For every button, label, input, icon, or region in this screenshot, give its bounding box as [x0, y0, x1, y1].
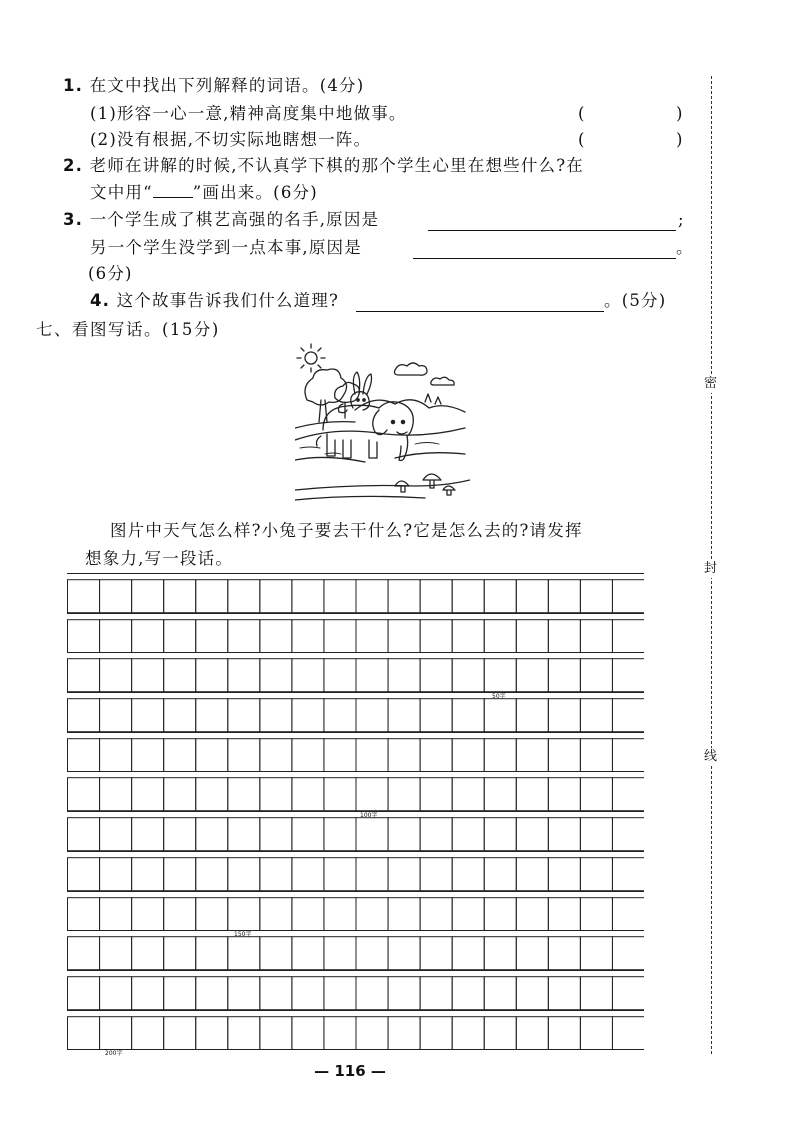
- grid-cell[interactable]: [356, 778, 388, 811]
- grid-cell[interactable]: [228, 937, 260, 970]
- grid-cell[interactable]: [516, 977, 548, 1010]
- grid-cell[interactable]: [420, 1016, 452, 1049]
- grid-cell[interactable]: [356, 738, 388, 771]
- grid-row-cells: [67, 811, 644, 851]
- grid-cell[interactable]: [548, 818, 580, 851]
- grid-cell[interactable]: [356, 619, 388, 652]
- grid-cell[interactable]: [516, 897, 548, 930]
- grid-cell[interactable]: [388, 937, 420, 970]
- grid-cell[interactable]: [388, 619, 420, 652]
- section-7-title: 七、看图写话。(15分): [36, 320, 220, 339]
- grid-cell[interactable]: [228, 977, 260, 1010]
- grid-cell[interactable]: [324, 659, 356, 692]
- grid-cell[interactable]: [196, 738, 228, 771]
- grid-cell[interactable]: [420, 699, 452, 732]
- grid-cell[interactable]: [260, 619, 292, 652]
- grid-cell[interactable]: [548, 778, 580, 811]
- grid-row: [67, 732, 644, 772]
- grid-row-cells: [67, 573, 644, 613]
- grid-row: [67, 930, 644, 970]
- grid-cell[interactable]: [484, 858, 516, 891]
- grid-cell[interactable]: [452, 738, 484, 771]
- question-number: 2.: [63, 156, 84, 175]
- grid-cell[interactable]: [68, 580, 100, 613]
- grid-cell[interactable]: [132, 580, 164, 613]
- grid-cell[interactable]: [324, 1016, 356, 1049]
- grid-cell[interactable]: [356, 858, 388, 891]
- grid-cell[interactable]: [484, 937, 516, 970]
- grid-row-cells: [67, 891, 644, 931]
- question-number: 1.: [63, 76, 84, 95]
- grid-cell[interactable]: [196, 858, 228, 891]
- grid-cell[interactable]: [612, 1016, 644, 1049]
- grid-cell[interactable]: [420, 738, 452, 771]
- grid-cell[interactable]: [548, 580, 580, 613]
- grid-cell[interactable]: [324, 778, 356, 811]
- grid-cell[interactable]: [324, 738, 356, 771]
- grid-cell[interactable]: [260, 699, 292, 732]
- grid-row-cells: [67, 1010, 644, 1050]
- grid-row: [67, 652, 644, 692]
- question-text: 一个学生成了棋艺高强的名手,原因是: [89, 210, 380, 229]
- grid-cell[interactable]: [228, 1016, 260, 1049]
- grid-cell[interactable]: [548, 897, 580, 930]
- grid-cell[interactable]: [164, 659, 196, 692]
- cloud-icon: [431, 377, 454, 385]
- grid-cell[interactable]: [516, 699, 548, 732]
- grid-cell[interactable]: [388, 818, 420, 851]
- grid-cell[interactable]: [260, 778, 292, 811]
- grid-cell[interactable]: [68, 897, 100, 930]
- question-2: [63, 154, 584, 178]
- grid-cell[interactable]: [100, 699, 132, 732]
- answer-blank[interactable]: [428, 214, 676, 231]
- grid-cell[interactable]: [164, 1016, 196, 1049]
- section-7-prompt-line-2: 想象力,写一段话。: [85, 549, 234, 568]
- grid-cell[interactable]: [548, 738, 580, 771]
- grid-cell[interactable]: [68, 818, 100, 851]
- grid-cell[interactable]: [196, 897, 228, 930]
- answer-paren-close: ): [676, 130, 683, 149]
- grid-cell[interactable]: [452, 977, 484, 1010]
- grid-cell[interactable]: [484, 738, 516, 771]
- grid-cell[interactable]: [324, 818, 356, 851]
- grid-cell[interactable]: [292, 619, 324, 652]
- question-1-sub-2: (2)没有根据,不切实际地瞎想一阵。: [90, 130, 372, 149]
- grid-row-cells: [67, 613, 644, 653]
- grid-cell[interactable]: [388, 858, 420, 891]
- grid-cell[interactable]: [420, 818, 452, 851]
- grid-cell[interactable]: [260, 858, 292, 891]
- question-text: ”画出来。(6分): [192, 183, 318, 202]
- grid-cell[interactable]: [132, 937, 164, 970]
- grid-cell[interactable]: [260, 1016, 292, 1049]
- grid-cell[interactable]: [164, 897, 196, 930]
- grid-cell[interactable]: [356, 897, 388, 930]
- question-1: [63, 74, 364, 98]
- sun-icon: [297, 344, 325, 372]
- grid-cell[interactable]: [196, 818, 228, 851]
- grid-cell[interactable]: [484, 778, 516, 811]
- grid-cell[interactable]: [452, 580, 484, 613]
- grid-cell[interactable]: [196, 619, 228, 652]
- grid-cell[interactable]: [228, 580, 260, 613]
- answer-blank[interactable]: [356, 295, 604, 312]
- grid-cell[interactable]: [388, 977, 420, 1010]
- grid-cell[interactable]: [612, 937, 644, 970]
- grid-cell[interactable]: [548, 699, 580, 732]
- grid-cell[interactable]: [324, 858, 356, 891]
- question-text: 老师在讲解的时候,不认真学下棋的那个学生心里在想些什么?在: [89, 156, 585, 175]
- grid-cell[interactable]: [420, 778, 452, 811]
- grid-cell[interactable]: [196, 778, 228, 811]
- grid-cell[interactable]: [100, 738, 132, 771]
- grid-row: [67, 692, 644, 732]
- grid-cell[interactable]: [484, 977, 516, 1010]
- question-number: 3.: [63, 210, 84, 229]
- grid-cell[interactable]: [68, 858, 100, 891]
- grid-cell[interactable]: [580, 818, 612, 851]
- grid-cell[interactable]: [260, 937, 292, 970]
- grid-cell[interactable]: [612, 818, 644, 851]
- grid-cell[interactable]: [388, 1016, 420, 1049]
- grid-cell[interactable]: [292, 937, 324, 970]
- grid-cell[interactable]: [164, 818, 196, 851]
- grid-cell[interactable]: [260, 738, 292, 771]
- grid-cell[interactable]: [452, 778, 484, 811]
- grid-cell[interactable]: [452, 659, 484, 692]
- grid-row: [67, 811, 644, 851]
- grid-cell[interactable]: [68, 699, 100, 732]
- char-count-mark: 200字: [105, 1050, 123, 1058]
- grid-cell[interactable]: [100, 897, 132, 930]
- grid-cell[interactable]: [196, 977, 228, 1010]
- illustration-rabbit-on-elephant: [295, 340, 470, 512]
- answer-paren-close: ): [676, 104, 683, 123]
- grid-cell[interactable]: [132, 858, 164, 891]
- grid-cell[interactable]: [548, 1016, 580, 1049]
- grid-cell[interactable]: [516, 937, 548, 970]
- grid-cell[interactable]: [388, 659, 420, 692]
- grid-cell[interactable]: [580, 580, 612, 613]
- grid-cell[interactable]: [292, 659, 324, 692]
- grid-cell[interactable]: [132, 977, 164, 1010]
- grid-cell[interactable]: [228, 738, 260, 771]
- grid-row-cells: [67, 771, 644, 811]
- grid-row: [67, 613, 644, 653]
- grid-cell[interactable]: [68, 937, 100, 970]
- grid-cell[interactable]: [516, 858, 548, 891]
- grid-cell[interactable]: [356, 977, 388, 1010]
- grid-cell[interactable]: [68, 659, 100, 692]
- grid-cell[interactable]: [292, 580, 324, 613]
- grid-cell[interactable]: [100, 580, 132, 613]
- grid-cell[interactable]: [356, 818, 388, 851]
- grid-cell[interactable]: [612, 619, 644, 652]
- grid-cell[interactable]: [132, 699, 164, 732]
- binding-char-mi: 密: [704, 376, 718, 391]
- grid-cell[interactable]: [484, 1016, 516, 1049]
- grid-cell[interactable]: [324, 897, 356, 930]
- grid-row-cells: [67, 970, 644, 1010]
- grid-cell[interactable]: [452, 858, 484, 891]
- char-count-mark: 150字: [234, 931, 252, 939]
- char-count-mark: 100字: [360, 812, 378, 820]
- grid-cell[interactable]: [356, 937, 388, 970]
- grid-cell[interactable]: [484, 897, 516, 930]
- grid-cell[interactable]: [580, 937, 612, 970]
- question-1-sub-1: (1)形容一心一意,精神高度集中地做事。: [90, 104, 407, 123]
- grid-cell[interactable]: [164, 778, 196, 811]
- tree-icon: [305, 369, 347, 422]
- grid-cell[interactable]: [516, 1016, 548, 1049]
- question-3-score: (6分): [88, 264, 133, 283]
- grid-row-cells: [67, 732, 644, 772]
- grid-cell[interactable]: [356, 580, 388, 613]
- grid-cell[interactable]: [132, 897, 164, 930]
- grid-cell[interactable]: [228, 778, 260, 811]
- grid-cell[interactable]: [260, 977, 292, 1010]
- grid-cell[interactable]: [420, 858, 452, 891]
- grid-cell[interactable]: [68, 1016, 100, 1049]
- grid-cell[interactable]: [228, 897, 260, 930]
- grid-cell[interactable]: [580, 738, 612, 771]
- grid-cell[interactable]: [580, 897, 612, 930]
- grid-cell[interactable]: [356, 1016, 388, 1049]
- grid-cell[interactable]: [228, 619, 260, 652]
- grid-cell[interactable]: [484, 818, 516, 851]
- question-3-semicolon: ;: [678, 210, 685, 229]
- grid-cell[interactable]: [292, 778, 324, 811]
- grid-cell[interactable]: [388, 778, 420, 811]
- grid-cell[interactable]: [548, 659, 580, 692]
- grid-cell[interactable]: [420, 619, 452, 652]
- grid-cell[interactable]: [388, 580, 420, 613]
- grid-cell[interactable]: [420, 897, 452, 930]
- grid-row: [67, 771, 644, 811]
- grid-cell[interactable]: [132, 1016, 164, 1049]
- grid-cell[interactable]: [324, 619, 356, 652]
- grid-cell[interactable]: [420, 659, 452, 692]
- grid-cell[interactable]: [612, 897, 644, 930]
- question-3-period: 。: [676, 238, 694, 257]
- grid-cell[interactable]: [260, 897, 292, 930]
- grid-cell[interactable]: [324, 699, 356, 732]
- question-3-line-2: 另一个学生没学到一点本事,原因是: [90, 238, 362, 257]
- grid-cell[interactable]: [420, 580, 452, 613]
- grid-cell[interactable]: [100, 858, 132, 891]
- grid-cell[interactable]: [324, 937, 356, 970]
- grid-cell[interactable]: [228, 659, 260, 692]
- grid-cell[interactable]: [292, 897, 324, 930]
- writing-grid[interactable]: [67, 573, 644, 1058]
- grid-cell[interactable]: [260, 818, 292, 851]
- grid-cell[interactable]: [452, 897, 484, 930]
- answer-blank[interactable]: [413, 242, 676, 259]
- grid-cell[interactable]: [324, 580, 356, 613]
- grid-row-cells: [67, 652, 644, 692]
- grid-cell[interactable]: [580, 659, 612, 692]
- grid-cell[interactable]: [516, 659, 548, 692]
- binding-char-feng: 封: [704, 561, 718, 576]
- grid-cell[interactable]: [292, 858, 324, 891]
- grid-cell[interactable]: [292, 699, 324, 732]
- grid-row: [67, 573, 644, 613]
- grid-cell[interactable]: [100, 1016, 132, 1049]
- grid-cell[interactable]: [612, 977, 644, 1010]
- grid-cell[interactable]: [164, 699, 196, 732]
- grid-cell[interactable]: [164, 619, 196, 652]
- grid-cell[interactable]: [612, 699, 644, 732]
- grid-cell[interactable]: [484, 619, 516, 652]
- grid-cell[interactable]: [228, 858, 260, 891]
- grid-cell[interactable]: [452, 818, 484, 851]
- binding-char-xian: 线: [704, 749, 718, 764]
- grid-cell[interactable]: [516, 778, 548, 811]
- grid-cell[interactable]: [260, 580, 292, 613]
- grid-cell[interactable]: [484, 659, 516, 692]
- grid-cell[interactable]: [452, 699, 484, 732]
- section-7-prompt-line-1: 图片中天气怎么样?小兔子要去干什么?它是怎么去的?请发挥: [110, 521, 583, 540]
- grid-cell[interactable]: [68, 619, 100, 652]
- grid-cell[interactable]: [164, 858, 196, 891]
- grid-cell[interactable]: [164, 738, 196, 771]
- grid-cell[interactable]: [516, 619, 548, 652]
- grid-cell[interactable]: [548, 619, 580, 652]
- grid-cell[interactable]: [612, 858, 644, 891]
- grid-cell[interactable]: [420, 977, 452, 1010]
- grid-cell[interactable]: [68, 738, 100, 771]
- grid-row: [67, 891, 644, 931]
- grid-cell[interactable]: [164, 937, 196, 970]
- grid-cell[interactable]: [580, 699, 612, 732]
- question-text: 文中用“: [90, 183, 153, 202]
- grid-cell[interactable]: [580, 858, 612, 891]
- grid-row-cells: [67, 692, 644, 732]
- grid-row-cells: [67, 851, 644, 891]
- char-count-mark: 50字: [492, 693, 506, 701]
- page-number: — 116 —: [314, 1062, 386, 1080]
- question-4: [90, 289, 339, 313]
- grid-row: [67, 851, 644, 891]
- grid-cell[interactable]: [292, 1016, 324, 1049]
- grid-cell[interactable]: [388, 738, 420, 771]
- grid-cell[interactable]: [612, 580, 644, 613]
- grid-cell[interactable]: [580, 977, 612, 1010]
- grid-cell[interactable]: [132, 738, 164, 771]
- grid-cell[interactable]: [612, 738, 644, 771]
- answer-paren-open: (: [578, 130, 585, 149]
- grid-cell[interactable]: [452, 619, 484, 652]
- grid-cell[interactable]: [260, 659, 292, 692]
- grid-cell[interactable]: [516, 818, 548, 851]
- grid-cell[interactable]: [452, 937, 484, 970]
- question-4-score: 。(5分): [604, 291, 667, 310]
- grid-cell[interactable]: [548, 977, 580, 1010]
- question-2-line-2: [90, 181, 318, 205]
- grid-cell[interactable]: [548, 858, 580, 891]
- grid-cell[interactable]: [196, 1016, 228, 1049]
- grid-cell[interactable]: [484, 580, 516, 613]
- underline-sample: [153, 181, 193, 198]
- grid-cell[interactable]: [100, 937, 132, 970]
- grid-cell[interactable]: [324, 977, 356, 1010]
- grid-cell[interactable]: [548, 937, 580, 970]
- question-number: 4.: [90, 291, 111, 310]
- cloud-icon: [395, 363, 428, 375]
- grid-cell[interactable]: [580, 1016, 612, 1049]
- grid-cell[interactable]: [100, 818, 132, 851]
- grid-cell[interactable]: [100, 659, 132, 692]
- grid-cell[interactable]: [228, 699, 260, 732]
- grid-cell[interactable]: [292, 977, 324, 1010]
- grid-cell[interactable]: [356, 659, 388, 692]
- question-3: [63, 208, 379, 232]
- grid-row: [67, 1010, 644, 1050]
- grid-cell[interactable]: [516, 738, 548, 771]
- grid-cell[interactable]: [612, 659, 644, 692]
- grid-cell[interactable]: [196, 699, 228, 732]
- grid-cell[interactable]: [612, 778, 644, 811]
- grid-cell[interactable]: [356, 699, 388, 732]
- grid-cell[interactable]: [100, 977, 132, 1010]
- grid-cell[interactable]: [164, 580, 196, 613]
- grid-cell[interactable]: [68, 977, 100, 1010]
- grid-row-cells: [67, 930, 644, 970]
- grid-cell[interactable]: [132, 619, 164, 652]
- grid-cell[interactable]: [100, 619, 132, 652]
- grid-cell[interactable]: [292, 738, 324, 771]
- grid-cell[interactable]: [420, 937, 452, 970]
- grid-cell[interactable]: [516, 580, 548, 613]
- grid-cell[interactable]: [580, 619, 612, 652]
- grid-cell[interactable]: [132, 659, 164, 692]
- grid-cell[interactable]: [388, 897, 420, 930]
- grid-cell[interactable]: [228, 818, 260, 851]
- grid-cell[interactable]: [132, 778, 164, 811]
- grid-cell[interactable]: [292, 818, 324, 851]
- grid-cell[interactable]: [196, 580, 228, 613]
- grid-cell[interactable]: [68, 778, 100, 811]
- grid-cell[interactable]: [484, 699, 516, 732]
- grid-cell[interactable]: [452, 1016, 484, 1049]
- grid-cell[interactable]: [196, 937, 228, 970]
- grid-cell[interactable]: [580, 778, 612, 811]
- grid-cell[interactable]: [196, 659, 228, 692]
- grid-row: [67, 970, 644, 1010]
- answer-paren-open: (: [578, 104, 585, 123]
- grid-cell[interactable]: [164, 977, 196, 1010]
- grid-bottom-line: [67, 1049, 644, 1050]
- grid-cell[interactable]: [132, 818, 164, 851]
- question-text: 在文中找出下列解释的词语。(4分): [89, 76, 365, 95]
- grid-cell[interactable]: [388, 699, 420, 732]
- question-text: 这个故事告诉我们什么道理?: [116, 291, 340, 310]
- grid-cell[interactable]: [100, 778, 132, 811]
